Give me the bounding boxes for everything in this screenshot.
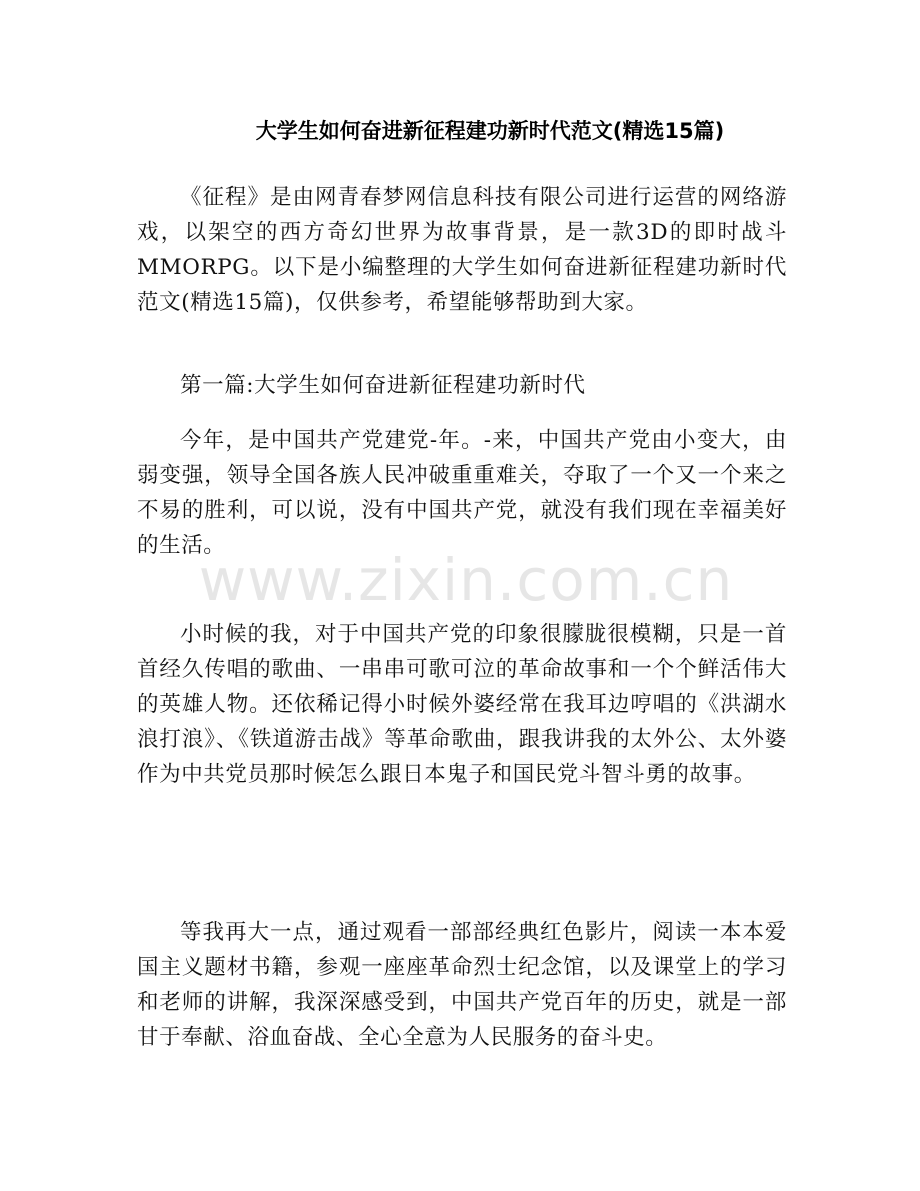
intro-paragraph: 《征程》是由网青春梦网信息科技有限公司进行运营的网络游戏，以架空的西方奇幻世界为故事背景，是一款3D的即时战斗MMORPG。以下是小编整理的大学生如何奋进新征程建功新时代范文(精选15篇)，仅供参考，希望能够帮助到大家。	[137, 185, 787, 315]
watermark: www.zixin.com.cn	[198, 546, 734, 614]
body-paragraph-3: 等我再大一点，通过观看一部部经典红色影片，阅读一本本爱国主义题材书籍，参观一座座革命烈士纪念馆，以及课堂上的学习和老师的讲解，我深深感受到，中国共产党百年的历史，就是一部甘于奉献、浴血奋战、全心全意为人民服务的奋斗史。	[137, 920, 787, 1050]
body-paragraph-1: 今年，是中国共产党建党-年。-来，中国共产党由小变大，由弱变强，领导全国各族人民冲破重重难关，夺取了一个又一个来之不易的胜利，可以说，没有中国共产党，就没有我们现在幸福美好的生活。	[137, 428, 787, 558]
section-heading-first: 第一篇:大学生如何奋进新征程建功新时代	[180, 373, 586, 398]
body-paragraph-2: 小时候的我，对于中国共产党的印象很朦胧很模糊，只是一首首经久传唱的歌曲、一串串可歌可泣的革命故事和一个个鲜活伟大的英雄人物。还依稀记得小时候外婆经常在我耳边哼唱的《洪湖水浪打浪》、《铁道游击战》等革命歌曲，跟我讲我的太外公、太外婆作为中共党员那时候怎么跟日本鬼子和国民党斗智斗勇的故事。	[137, 622, 787, 787]
document-title: 大学生如何奋进新征程建功新时代范文(精选15篇)	[255, 119, 725, 143]
